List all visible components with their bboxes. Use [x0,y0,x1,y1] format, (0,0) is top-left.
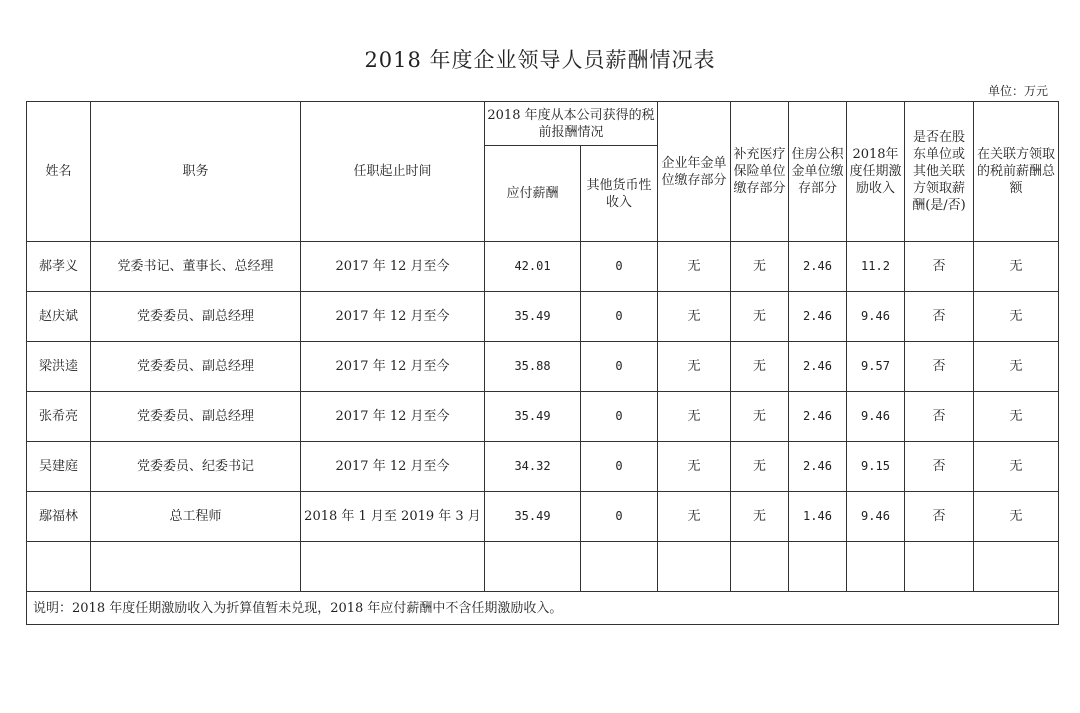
cell-position: 总工程师 [91,492,301,542]
header-group: 2018 年度从本公司获得的税前报酬情况 [485,102,658,146]
cell-other-income: 0 [581,392,658,442]
cell-name: 张希亮 [27,392,91,442]
header-row-main [27,102,1059,146]
cell-name: 鄢福林 [27,492,91,542]
cell-related-party: 否 [905,242,974,292]
cell-position: 党委委员、纪委书记 [91,442,301,492]
header-related-total: 在关联方领取的税前薪酬总额 [974,102,1059,242]
cell-position: 党委书记、董事长、总经理 [91,242,301,292]
header-incentive: 2018年度任期激励收入 [847,102,905,242]
cell-other-income: 0 [581,242,658,292]
table-row [27,242,1059,292]
header-related-party: 是否在股东单位或其他关联方领取薪酬(是/否) [905,102,974,242]
cell-related-party: 否 [905,492,974,542]
cell-position: 党委委员、副总经理 [91,342,301,392]
cell-annuity: 无 [658,492,731,542]
cell-name: 赵庆斌 [27,292,91,342]
cell-salary: 35.88 [485,342,581,392]
cell-position: 党委委员、副总经理 [91,392,301,442]
cell-salary: 42.01 [485,242,581,292]
table-row [27,342,1059,392]
cell-salary: 35.49 [485,492,581,542]
cell-related-total: 无 [974,242,1059,292]
cell-related-party: 否 [905,342,974,392]
cell-related-total: 无 [974,342,1059,392]
cell-incentive: 9.46 [847,292,905,342]
cell-related-total: 无 [974,492,1059,542]
cell-medical: 无 [731,442,789,492]
cell-related-party: 否 [905,442,974,492]
cell-term: 2018 年 1 月至 2019 年 3 月 [301,492,485,542]
cell-other-income: 0 [581,492,658,542]
cell-medical: 无 [731,342,789,392]
header-name: 姓名 [27,102,91,242]
note-text: 说明：2018 年度任期激励收入为折算值暂未兑现，2018 年应付薪酬中不含任期激励收入。 [27,592,1059,625]
header-housing: 住房公积金单位缴存部分 [789,102,847,242]
cell-other-income: 0 [581,292,658,342]
cell-salary: 35.49 [485,292,581,342]
cell-annuity: 无 [658,342,731,392]
cell-incentive: 11.2 [847,242,905,292]
cell-medical: 无 [731,292,789,342]
cell-annuity: 无 [658,392,731,442]
cell-name: 吴建庭 [27,442,91,492]
cell-incentive: 9.46 [847,392,905,442]
cell-related-party: 否 [905,292,974,342]
cell-related-total: 无 [974,292,1059,342]
cell-housing: 2.46 [789,242,847,292]
cell-incentive: 9.46 [847,492,905,542]
cell-incentive: 9.57 [847,342,905,392]
cell-related-total: 无 [974,442,1059,492]
cell-annuity: 无 [658,292,731,342]
note-row [27,592,1059,625]
cell-position: 党委委员、副总经理 [91,292,301,342]
cell-related-total: 无 [974,392,1059,442]
cell-term: 2017 年 12 月至今 [301,342,485,392]
cell-housing: 1.46 [789,492,847,542]
cell-incentive: 9.15 [847,442,905,492]
header-other-income: 其他货币性收入 [581,146,658,242]
header-term: 任职起止时间 [301,102,485,242]
table-row [27,292,1059,342]
cell-medical: 无 [731,392,789,442]
cell-related-party: 否 [905,392,974,442]
table-row [27,442,1059,492]
cell-housing: 2.46 [789,392,847,442]
cell-salary: 35.49 [485,392,581,442]
cell-other-income: 0 [581,442,658,492]
cell-medical: 无 [731,492,789,542]
empty-row [27,542,1059,592]
header-medical: 补充医疗保险单位缴存部分 [731,102,789,242]
cell-name: 郝孝义 [27,242,91,292]
cell-medical: 无 [731,242,789,292]
unit-label: 单位：万元 [987,84,1048,98]
table-row [27,392,1059,442]
cell-annuity: 无 [658,242,731,292]
cell-housing: 2.46 [789,442,847,492]
cell-term: 2017 年 12 月至今 [301,242,485,292]
cell-other-income: 0 [581,342,658,392]
header-annuity: 企业年金单位缴存部分 [658,102,731,242]
table-row [27,492,1059,542]
cell-term: 2017 年 12 月至今 [301,392,485,442]
header-salary: 应付薪酬 [485,146,581,242]
cell-salary: 34.32 [485,442,581,492]
cell-name: 梁洪逵 [27,342,91,392]
header-position: 职务 [91,102,301,242]
cell-term: 2017 年 12 月至今 [301,292,485,342]
salary-table [26,101,1059,625]
cell-annuity: 无 [658,442,731,492]
page-title: 2018 年度企业领导人员薪酬情况表 [364,48,716,72]
cell-term: 2017 年 12 月至今 [301,442,485,492]
cell-housing: 2.46 [789,292,847,342]
cell-housing: 2.46 [789,342,847,392]
